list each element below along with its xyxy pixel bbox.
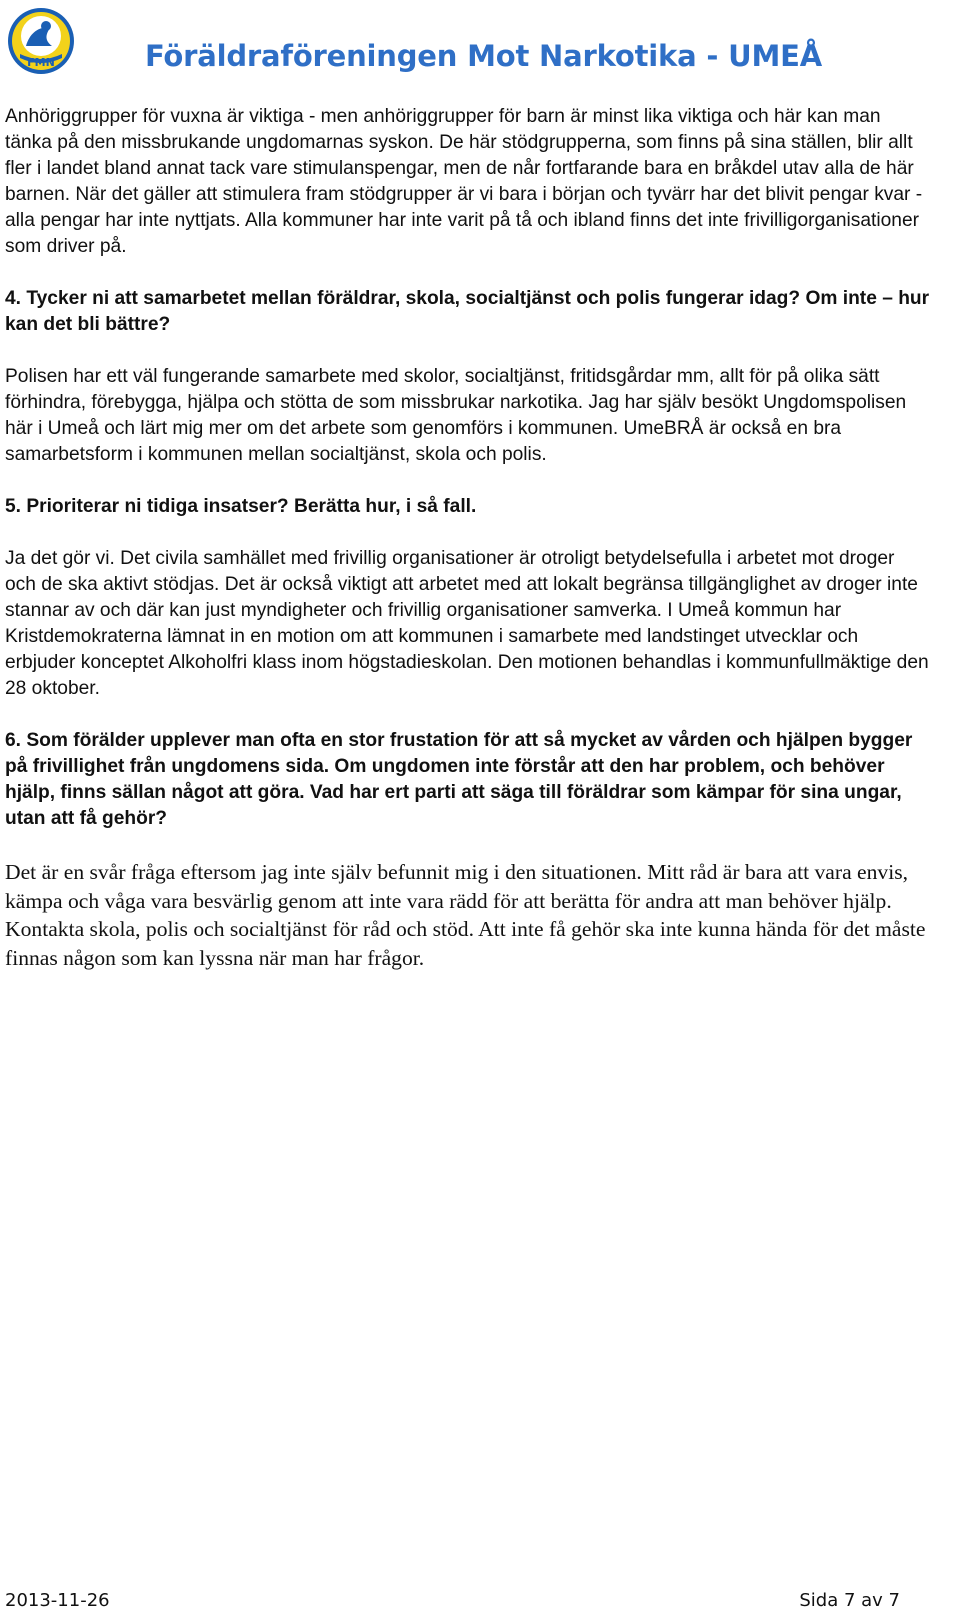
- footer-date: 2013-11-26: [5, 1590, 110, 1611]
- page-number: Sida 7 av 7: [799, 1590, 900, 1611]
- intro-paragraph: Anhöriggrupper för vuxna är viktiga - men anhöriggrupper för barn är minst lika viktiga och här kan man tänka på den missbrukande ungdomarnas syskon. De här stödgrupperna, som finns på sina ställen, blir allt fler i landet bland annat tack vare stimulanspengar, men de når fortfarande bara en bråkdel utav alla de här barnen. När det gäller att stimulera fram stödgrupper är vi bara i början och tyvärr har det blivit pengar kvar - alla pengar har inte nyttjats. Alla kommuner har inte varit på tå och ibland finns det inte frivilligorganisationer som driver på.: [5, 106, 923, 257]
- page-header: [0, 0, 960, 92]
- fmn-logo: [6, 6, 76, 76]
- question-5: 5. Prioriterar ni tidiga insatser? Berätta hur, i så fall.: [5, 496, 477, 517]
- answer-4: Polisen har ett väl fungerande samarbete med skolor, socialtjänst, fritidsgårdar mm, allt för på olika sätt förhindra, förebygga, hjälpa och stötta de som missbrukar narkotika. Jag har själv besökt Ungdomspolisen här i Umeå och lärt mig mer om det arbete som genomförs i kommunen. UmeBRÅ är också en bra samarbetsform i kommunen mellan socialtjänst, skola och polis.: [5, 366, 907, 465]
- question-4: 4. Tycker ni att samarbetet mellan föräldrar, skola, socialtjänst och polis fungerar idag? Om inte – hur kan det bli bättre?: [5, 288, 930, 335]
- question-6: 6. Som förälder upplever man ofta en stor frustation för att så mycket av vården och hjälpen bygger på frivillighet från ungdomens sida. Om ungdomen inte förstår att den har problem, och behöver hjälp, finns sällan något att göra. Vad har ert parti att säga till föräldrar som kämpar för sina ungar, utan att få gehör?: [5, 730, 913, 829]
- answer-6: Det är en svår fråga eftersom jag inte själv befunnit mig i den situationen. Mitt råd är bara att vara envis, kämpa och våga vara besvärlig genom att inte vara rädd för att berätta för andra att man behöver hjälp. Kontakta skola, polis och socialtjänst för råd och stöd. Att inte få gehör ska inte kunna hända för det måste finnas någon som kan lyssna när man har frågor.: [5, 860, 926, 970]
- svg-text:FMN: FMN: [27, 56, 55, 69]
- document-body: [5, 104, 930, 972]
- page-footer: [5, 1590, 900, 1616]
- page-title: Föräldraföreningen Mot Narkotika - UMEÅ: [145, 39, 822, 73]
- answer-5: Ja det gör vi. Det civila samhället med frivillig organisationer är otroligt betydelsefulla i arbetet mot droger och de ska aktivt stödjas. Det är också viktigt att arbetet med att lokalt begränsa tillgänglighet av droger inte stannar av och där kan just myndigheter och frivillig organisationer samverka. I Umeå kommun har Kristdemokraterna lämnat in en motion om att kommunen i samarbete med landstinget utvecklar och erbjuder konceptet Alkoholfri klass inom högstadieskolan. Den motionen behandlas i kommunfullmäktige den 28 oktober.: [5, 548, 929, 699]
